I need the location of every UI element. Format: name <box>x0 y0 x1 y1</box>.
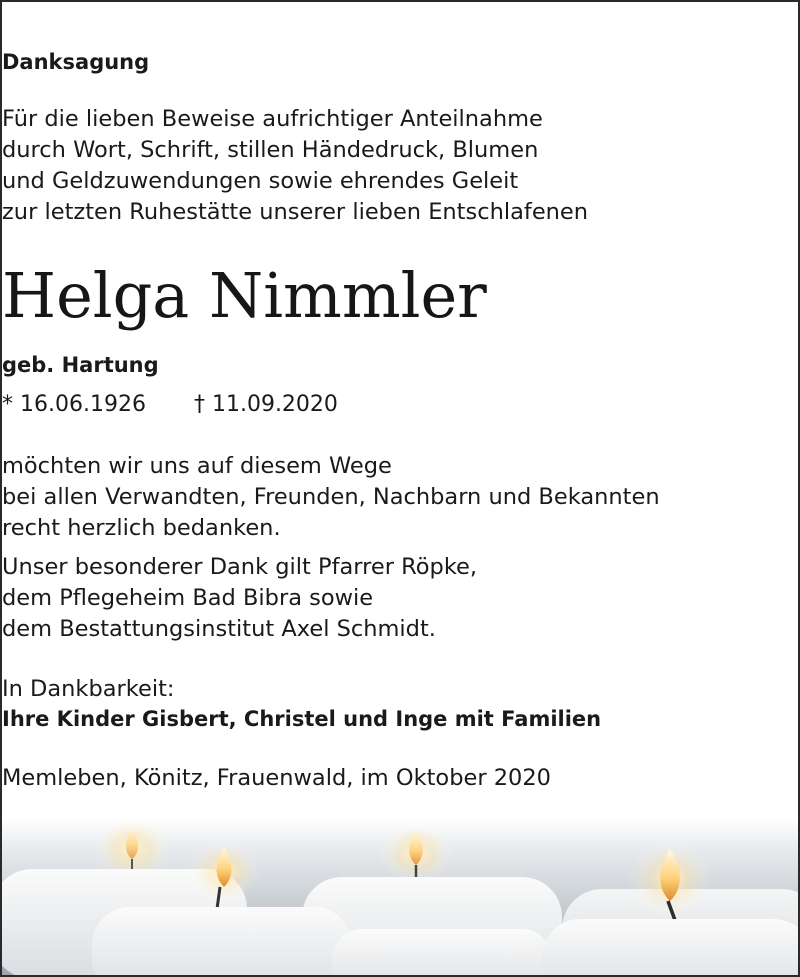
intro-line: und Geldzuwendungen sowie ehrendes Geleit <box>2 168 519 194</box>
special-thanks-text <box>2 552 798 645</box>
place-and-date: Memleben, Könitz, Frauenwald, im Oktober 2020 <box>2 765 551 791</box>
intro-line: durch Wort, Schrift, stillen Händedruck, Blumen <box>2 137 539 163</box>
birth-name: geb. Hartung <box>2 353 159 377</box>
intro-line: zur letzten Ruhestätte unserer lieben Entschlafenen <box>2 199 589 225</box>
candle-front-center <box>332 929 552 975</box>
deceased-name: Helga Nimmler <box>2 259 487 332</box>
thanks-line: recht herzlich bedanken. <box>2 515 281 541</box>
thanks-line: bei allen Verwandten, Freunden, Nachbarn und Bekannten <box>2 484 660 510</box>
birth-date: * 16.06.1926 <box>2 392 146 417</box>
special-thanks-line: dem Pflegeheim Bad Bibra sowie <box>2 585 374 611</box>
special-thanks-line: dem Bestattungsinstitut Axel Schmidt. <box>2 616 436 642</box>
thanks-line: möchten wir uns auf diesem Wege <box>2 453 392 479</box>
notice-heading: Danksagung <box>2 50 150 74</box>
death-date: † 11.09.2020 <box>193 392 338 417</box>
candles-image <box>2 819 798 975</box>
intro-text <box>2 104 798 228</box>
special-thanks-line: Unser besonderer Dank gilt Pfarrer Röpke, <box>2 554 478 580</box>
closing-phrase: In Dankbarkeit: <box>2 676 175 702</box>
life-dates <box>2 390 798 420</box>
signers: Ihre Kinder Gisbert, Christel und Inge mit Familien <box>2 707 602 731</box>
thanks-text <box>2 451 798 544</box>
intro-line: Für die lieben Beweise aufrichtiger Anteilnahme <box>2 106 543 132</box>
